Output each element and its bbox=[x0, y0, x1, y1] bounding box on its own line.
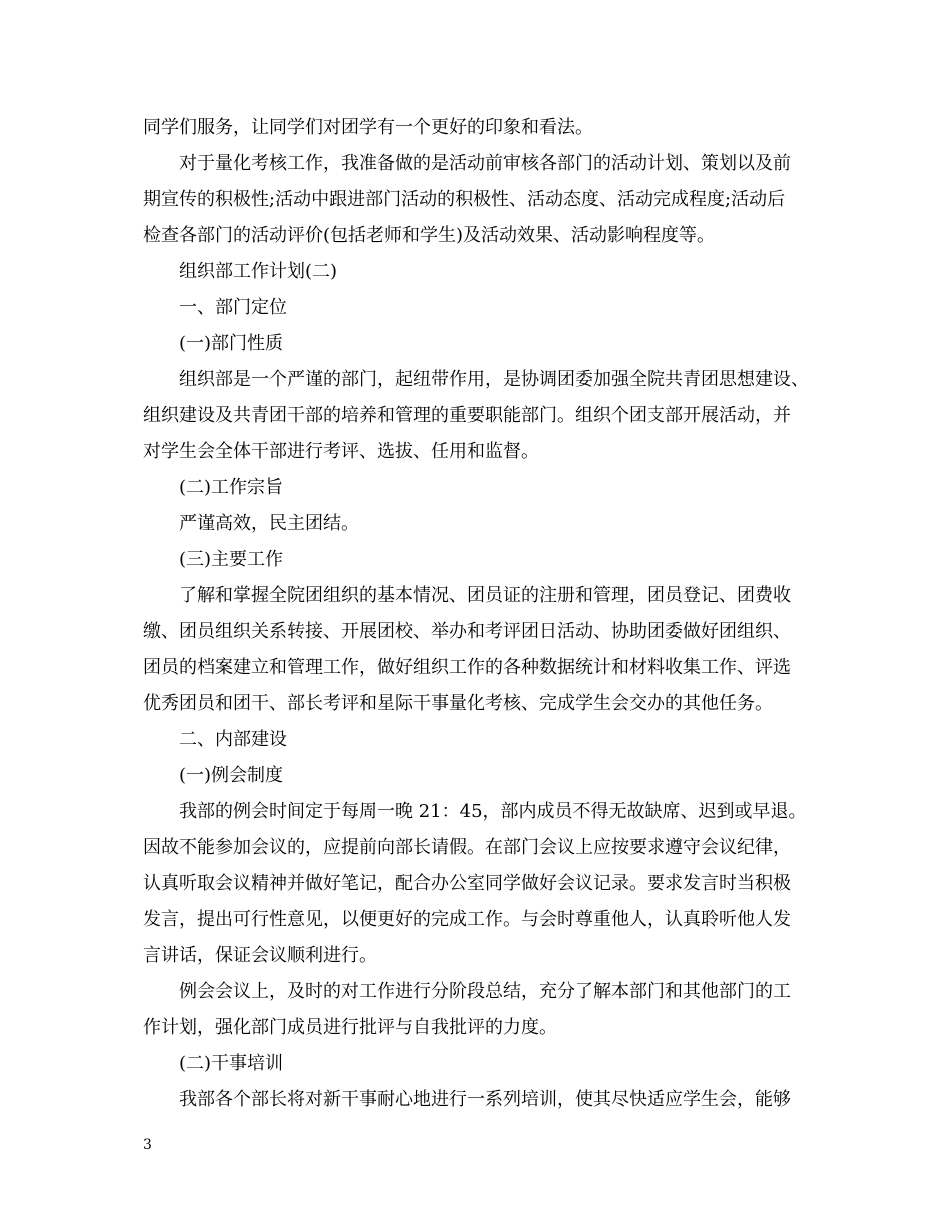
text-line: 作计划，强化部门成员进行批评与自我批评的力度。 bbox=[143, 1017, 557, 1038]
text-line: 缴、团员组织关系转接、开展团校、举办和考评团日活动、协助团委做好团组织、 bbox=[143, 621, 791, 642]
text-line: 检查各部门的活动评价(包括老师和学生)及活动效果、活动影响程度等。 bbox=[143, 225, 716, 246]
section-heading: 二、内部建设 bbox=[179, 729, 287, 750]
subsection-heading: (三)主要工作 bbox=[179, 549, 284, 570]
text-line: 我部各个部长将对新干事耐心地进行一系列培训，使其尽快适应学生会，能够 bbox=[179, 1089, 791, 1110]
text-line: 同学们服务，让同学们对团学有一个更好的印象和看法。 bbox=[143, 117, 593, 138]
section-heading: 组织部工作计划(二) bbox=[179, 261, 338, 282]
subsection-heading: (一)例会制度 bbox=[179, 765, 284, 786]
text-line: 发言，提出可行性意见，以便更好的完成工作。与会时尊重他人，认真聆听他人发 bbox=[143, 909, 791, 930]
text-line: 言讲话，保证会议顺利进行。 bbox=[143, 945, 377, 966]
text-line: 例会会议上，及时的对工作进行分阶段总结，充分了解本部门和其他部门的工 bbox=[179, 981, 791, 1002]
text-line: 组织建设及共青团干部的培养和管理的重要职能部门。组织个团支部开展活动，并 bbox=[143, 405, 791, 426]
text-line: 对学生会全体干部进行考评、选拔、任用和监督。 bbox=[143, 441, 539, 462]
text-line: 了解和掌握全院团组织的基本情况、团员证的注册和管理，团员登记、团费收 bbox=[179, 585, 791, 606]
page-number: 3 bbox=[143, 1137, 152, 1153]
text-line: 严谨高效，民主团结。 bbox=[179, 513, 359, 534]
text-line: 团员的档案建立和管理工作，做好组织工作的各种数据统计和材料收集工作、评选 bbox=[143, 657, 791, 678]
text-line: 对于量化考核工作，我准备做的是活动前审核各部门的活动计划、策划以及前 bbox=[179, 153, 791, 174]
subsection-heading: (二)干事培训 bbox=[179, 1053, 284, 1074]
subsection-heading: (一)部门性质 bbox=[179, 333, 284, 354]
text-line: 组织部是一个严谨的部门，起纽带作用，是协调团委加强全院共青团思想建设、 bbox=[179, 369, 809, 390]
subsection-heading: (二)工作宗旨 bbox=[179, 477, 284, 498]
text-line: 我部的例会时间定于每周一晚 21：45，部内成员不得无故缺席、迟到或早退。 bbox=[179, 801, 807, 822]
section-heading: 一、部门定位 bbox=[179, 297, 287, 318]
text-line: 期宣传的积极性;活动中跟进部门活动的积极性、活动态度、活动完成程度;活动后 bbox=[143, 189, 786, 210]
text-line: 因故不能参加会议的，应提前向部长请假。在部门会议上应按要求遵守会议纪律， bbox=[143, 837, 791, 858]
text-line: 优秀团员和团干、部长考评和星际干事量化考核、完成学生会交办的其他任务。 bbox=[143, 693, 773, 714]
text-line: 认真听取会议精神并做好笔记，配合办公室同学做好会议记录。要求发言时当积极 bbox=[143, 873, 791, 894]
